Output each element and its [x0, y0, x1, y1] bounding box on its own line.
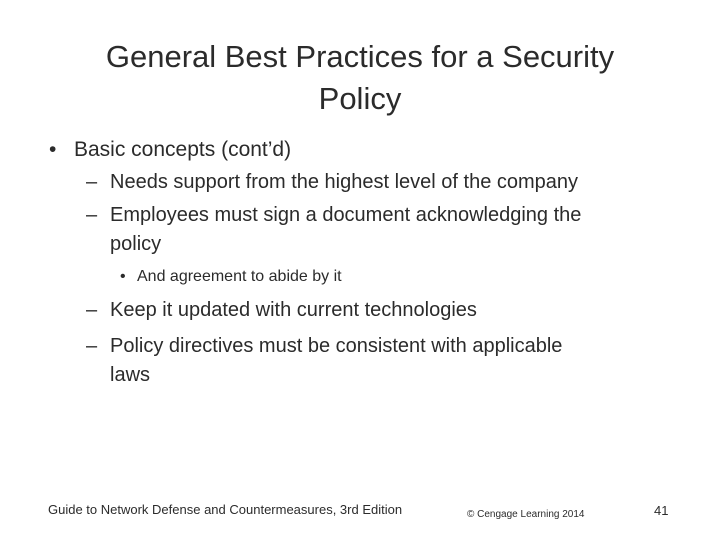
sub-bullet-text: laws	[110, 364, 151, 386]
dash-marker: –	[86, 204, 98, 226]
sub-bullet-directives-continued	[110, 362, 150, 389]
title-line-2: Policy	[318, 81, 402, 116]
footer-copyright: © Cengage Learning 2014	[467, 509, 585, 520]
bullet-marker: •	[49, 138, 57, 161]
sub-bullet-employees-continued	[110, 231, 161, 258]
footer-book-title: Guide to Network Defense and Countermeasures, 3rd Edition	[48, 502, 403, 517]
slide-title	[40, 36, 680, 120]
sub-bullet-text: Keep it updated with current technologies	[110, 299, 477, 321]
dash-marker: –	[86, 299, 98, 321]
bullet-text: Basic concepts (cont’d)	[74, 138, 292, 161]
sub-bullet-text: policy	[110, 233, 162, 255]
bullet-basic-concepts	[49, 136, 291, 164]
sub-bullet-text: Policy directives must be consistent with applicable	[110, 335, 563, 357]
title-line-1: General Best Practices for a Security	[105, 39, 615, 74]
dash-marker: –	[86, 171, 98, 193]
dash-marker: –	[86, 335, 98, 357]
bullet-marker: •	[120, 268, 126, 285]
sub-bullet-text: Employees must sign a document acknowledging the	[110, 204, 582, 226]
page-number: 41	[654, 503, 669, 518]
sub-bullet-text: Needs support from the highest level of the company	[110, 171, 579, 193]
sub-sub-bullet-text: And agreement to abide by it	[137, 268, 342, 285]
